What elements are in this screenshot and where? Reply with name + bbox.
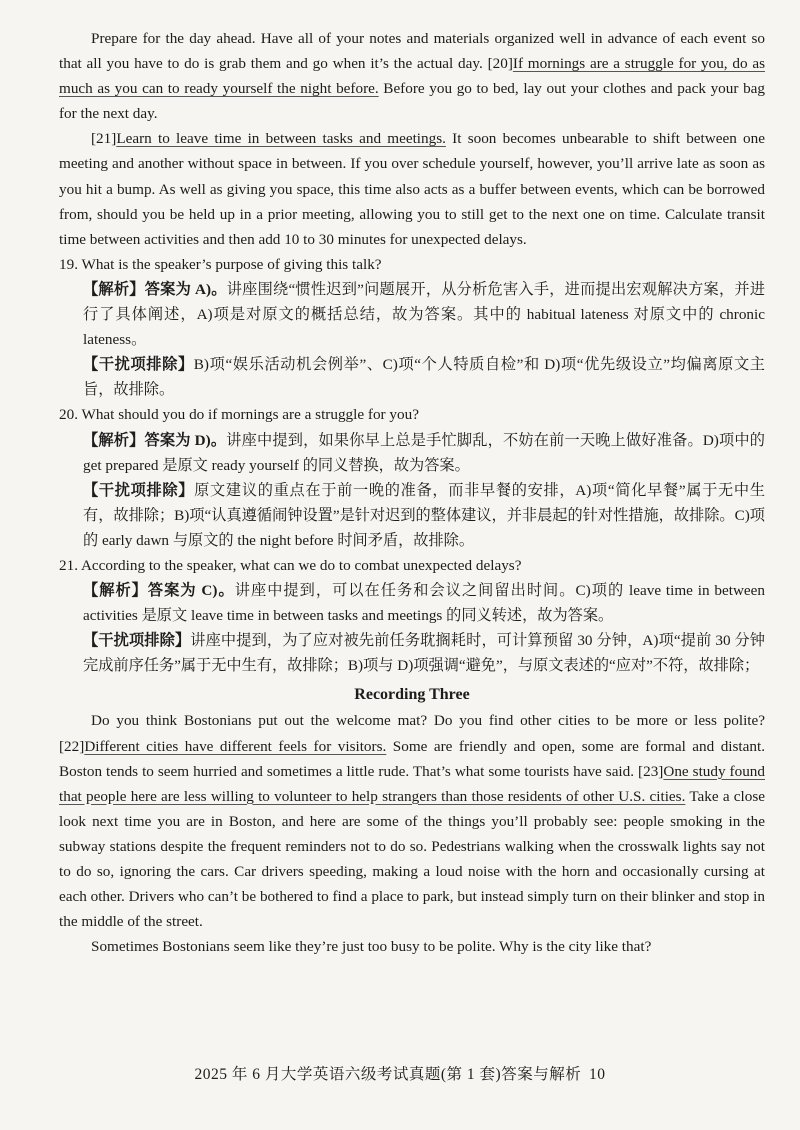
- distractor-label: 【干扰项排除】: [83, 481, 195, 499]
- distractor-analysis: [59, 478, 765, 553]
- passage-text: Before you go to bed, lay out your clothes and pack your bag for the next day.: [59, 80, 765, 123]
- passage-paragraph-2: [59, 126, 765, 251]
- question-block-20: [59, 402, 765, 553]
- passage-text: Take a close look next time you are in Boston, and here are some of the things you’ll probably see: people smoking in the subway stations despite the frequent reminders not to do so. Pedestrians walking when the crosswalk lights say not to do so, ignoring the cars. Car drivers speeding, making a loud noise with the horn and occasionally cursing at each other. Drivers who can’t be bothered to find a place to park, but instead simply turn on their blinker and stop in the middle of the street.: [59, 787, 766, 931]
- passage-text: It soon becomes unbearable to shift between one meeting and another without space in between. If you over schedule yourself, however, you’ll arrive late as soon as you hit a bump. As well as giving you space, this time also acts as a buffer between events, which can be borrowed from, should you be held up in a prior meeting, allowing you to still get to the next one on time. Calculate transit time between activities and then add 10 to 30 minutes for unexpected delays.: [59, 130, 765, 248]
- passage-paragraph-1: [59, 26, 765, 126]
- distractor-analysis: [59, 352, 765, 402]
- distractor-label: 【干扰项排除】: [83, 356, 194, 374]
- distractor-text: B)项“娱乐活动机会例举”、C)项“个人特质自检”和 D)项“优先级设立”均偏离原文主旨，故排除。: [83, 356, 765, 399]
- underlined-sentence-22: Different cities have different feels for visitors.: [84, 737, 387, 755]
- analysis-label: 【解析】答案为 A)。: [83, 280, 227, 298]
- underlined-sentence-21: Learn to leave time in between tasks and meetings.: [116, 130, 446, 148]
- distractor-text: 原文建议的重点在于前一晚的准备，而非早餐的安排，A)项“简化早餐”属于无中生有，故排除；B)项“认真遵循闹钟设置”是针对迟到的整体建议，并非晨起的针对性措施，故排除。C)项的 early dawn 与原文的 the night before 时间矛盾，故排除。: [83, 481, 766, 549]
- page-body: [59, 26, 765, 959]
- question-marker-23: [23]: [638, 762, 664, 780]
- distractor-label: 【干扰项排除】: [83, 632, 191, 650]
- analysis: [59, 277, 765, 352]
- recording-paragraph-1: [59, 708, 765, 934]
- footer-title: 2025 年 6 月大学英语六级考试真题(第 1 套)答案与解析: [194, 1066, 582, 1083]
- question-text: 19. What is the speaker’s purpose of giving this talk?: [59, 255, 382, 273]
- distractor-text: 讲座中提到，为了应对被先前任务耽搁耗时，可计算预留 30 分钟，A)项“提前 30 分钟完成前序任务”属于无中生有，故排除；B)项与 D)项强调“避免”，与原文表述的“应对”不符，故排除；: [83, 632, 765, 675]
- passage-text: Prepare for the day ahead. Have all of your notes and materials organized well in advance of each event so that all you have to do is grab them and go when it’s the actual day.: [59, 30, 765, 73]
- underlined-sentence-20: If mornings are a struggle for you, do as much as you can to ready yourself the night before.: [59, 55, 765, 98]
- underlined-sentence-23: One study found that people here are less willing to volunteer to help strangers than those residents of other U.S. cities.: [59, 762, 765, 805]
- question-marker-21: [21]: [91, 130, 117, 148]
- passage-text: Some are friendly and open, some are formal and distant. Boston tends to seem hurried and sometimes a little rude. That’s what some tourists have said.: [59, 737, 765, 780]
- page-number: 10: [588, 1066, 606, 1083]
- question-text: 20. What should you do if mornings are a struggle for you?: [59, 406, 419, 424]
- recording-paragraph-2: Sometimes Bostonians seem like they’re just too busy to be polite. Why is the city like that?: [91, 938, 652, 956]
- analysis-text: 讲座中提到，可以在任务和会议之间留出时间。C)项的 leave time in between activities 是原文 leave time in between tasks and meetings 的同义转述，故为答案。: [83, 582, 765, 625]
- question-block-21: [59, 553, 765, 678]
- analysis: [59, 578, 765, 628]
- analysis-label: 【解析】答案为 D)。: [83, 431, 227, 449]
- question-marker-22: [22]: [59, 737, 85, 755]
- question-text: 21. According to the speaker, what can we do to combat unexpected delays?: [59, 556, 522, 574]
- analysis: [59, 428, 765, 478]
- section-heading: Recording Three: [354, 686, 470, 704]
- analysis-text: 讲座中提到，如果你早上总是手忙脚乱，不妨在前一天晚上做好准备。D)项中的 get prepared 是原文 ready yourself 的同义替换，故为答案。: [83, 431, 765, 474]
- analysis-text: 讲座围绕“惯性迟到”问题展开，从分析危害入手，进而提出宏观解决方案，并进行了具体阐述，A)项是对原文的概括总结，故为答案。其中的 habitual lateness 对原文中的 chronic lateness。: [83, 280, 766, 349]
- passage-text: Do you think Bostonians put out the welcome mat? Do you find other cities to be more or less polite?: [91, 712, 765, 730]
- question-marker-20: [20]: [487, 55, 513, 73]
- analysis-label: 【解析】答案为 C)。: [83, 582, 235, 600]
- page-footer: [0, 1063, 800, 1087]
- question-block-19: [59, 252, 765, 403]
- distractor-analysis: [59, 628, 765, 678]
